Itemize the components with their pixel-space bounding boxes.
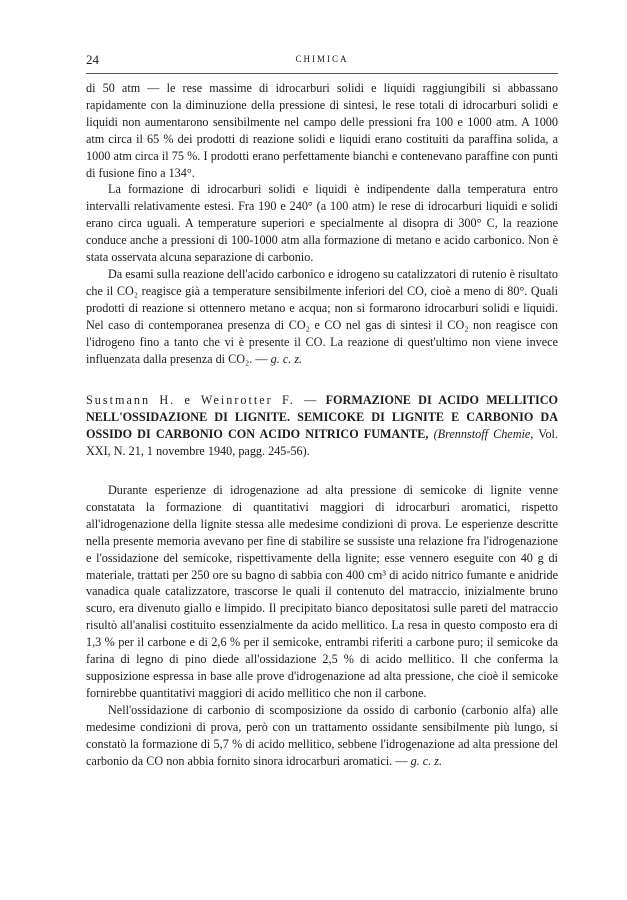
article-paragraph-2 [86,702,558,770]
header-rule [86,73,558,74]
paragraph-3-signature: g. c. z. [270,351,303,366]
section-continuation [86,80,558,367]
entry-source-details: Vol. XXI, N. 21, 1 novembre 1940, pagg. 245-56). [86,426,558,458]
entry-title: FORMAZIONE DI ACIDO MELLITICO NELL'OSSIDAZIONE DI LIGNITE. SEMICOKE DI LIGNITE E CARBONIO DA OSSIDO DI CARBONIO CON ACIDO NITRICO FUMANTE, [86,393,558,441]
paragraph-1: di 50 atm — le rese massime di idrocarburi solidi e liquidi raggiungibili si abbassano rapidamente con la diminuzione della pressione di sintesi, le rese totali di idrocarburi solidi e liquidi non aumentarono sensibilmente nel campo delle pressioni fra 100 e 1000 atm. A 1000 atm circa il 65 % dei prodotti di reazione solidi e liquidi erano costituiti da paraffina solida, a 1000 atm circa il 75 %. I prodotti erano perfettamente bianchi e contenevano paraffine con punti di fusione fino a 134°. [86,81,558,180]
article-paragraph-2-signature: g. c. z. [410,753,443,768]
article-paragraph-1: Durante esperienze di idrogenazione ad alta pressione di semicoke di lignite venne constatata la formazione di quantitativi maggiori di idrocarburi aromatici, rispetto all'idrogenazione della lignite stessa alle medesime condizioni di prova. Le esperienze descritte nella presente memoria avevano per fine di stabilire se sussiste una relazione fra l'idrogenazione e l'ossidazione del semicoke, rispettivamente della lignite; esse vennero eseguite con 40 g di materiale, trattati per 250 ore su bagno di sabbia con 400 cm³ di acido nitrico fumante e anidride vanadica quale catalizzatore, trascorse le quali il contenuto del matraccio, inizialmente bruno scuro, era divenuto giallo e limpido. Il precipitato bianco depositatosi sulle pareti del matraccio risultò all'analisi costituito essenzialmente da acido mellitico. La resa in questo composto era di 1,3 % per il carbone e di 2,6 % per il semicoke, entrambi riferiti a carbone puro; il semicoke da farina di legno di pino diede all'ossidazione 2,5 % di acido mellitico. Il che conferma la supposizione espressa in base alle prove d'idrogenazione ad alta pressione, che cioè il semicoke fornirebbe quantitativi maggiori di acido mellitico che non il carbone. [86,483,558,700]
entry-authors: Sustmann H. e Weinrotter F. — [86,393,319,407]
bibliographic-entry [86,392,558,460]
running-title: CHIMICA [295,54,349,64]
paragraph-2: La formazione di idrocarburi solidi e liquidi è indipendente dalla temperatura entro intervalli relativamente estesi. Fra 190 e 240° (a 100 atm) le rese di idrocarburi liquidi e solidi erano circa uguali. A temperature superiori e specialmente al disopra di 300° C, la reazione conduce anche a pressioni di 100-1000 atm alla formazione di metano e acido carbonico. Non è stata osservata alcuna separazione di carbonio. [86,182,558,265]
paragraph-3-text: Da esami sulla reazione dell'acido carbonico e idrogeno su catalizzatori di rutenio è risultato che il CO₂ reagisce già a temperature sensibilmente inferiori del CO, cioè a meno di 80°. Quali prodotti di reazione si ottennero metano e acqua; non si formarono idrocarburi solidi e liquidi. Nel caso di contemporanea presenza di CO₂ e CO nel gas di sintesi il CO₂ non reagisce con l'idrogeno fino a tanto che vi è presente il CO. La reazione di quest'ultimo non viene invece influenzata dalla presenza di CO₂. — [86,266,558,366]
entry-journal: (Brennstoff Chemie, [433,426,534,441]
article-body [86,482,558,769]
page-header [86,50,558,70]
article-paragraph-2-text: Nell'ossidazione di carbonio di scomposizione da ossido di carbonio (carbonio alfa) alle medesime condizioni di prova, però con un trattamento ossidante sensibilmente più lungo, si constatò la formazione di 5,7 % di acido mellitico, sebbene l'idrogenazione ad alta pressione del carbonio da CO non abbia fornito sinora idrocarburi aromatici. — [86,702,558,768]
page-number: 24 [86,52,99,67]
paragraph-3 [86,266,558,367]
